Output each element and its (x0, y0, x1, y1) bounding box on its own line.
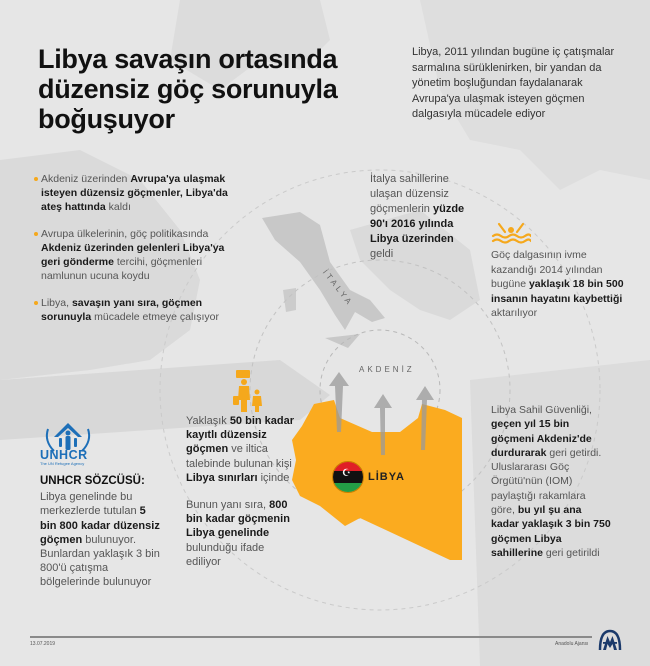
migrant-family-icon (230, 370, 270, 414)
mediterranean-map-label: AKDENİZ (359, 365, 415, 374)
bullet-item: Avrupa ülkelerinin, göç politikasında Akdeniz üzerinden gelenleri Libya'ya geri gönderme tercihi, göçmenleri namlunun ucuna koydu (34, 227, 229, 283)
libya-flag-icon: ☪ (332, 461, 364, 493)
registered-migrants-text: Yaklaşık 50 bin kadar kayıtlı düzensiz göçmen ve iltica talebinde bulunan kişi Libya sınırları içinde Bunun yanı sıra, 800 bin kadar göçmenin Libya genelinde bulunduğu ifade ediliyor (186, 415, 295, 568)
footer-agency: Anadolu Ajansı (555, 641, 589, 647)
unhcr-tagline: The UN Refugee Agency (40, 461, 85, 466)
italy-map-label: İTALYA (320, 268, 355, 309)
unhcr-heading: UNHCR SÖZCÜSÜ: (40, 475, 145, 487)
coast-guard-text: Libya Sahil Güvenliği, geçen yıl 15 bin göçmeni Akdeniz'de durdurarak geri getirdi. Uluslararası Göç Örgütü'nün (IOM) paylaştığı rakamlara göre, bu yıl şu ana kadar yaklaşık 3 bin 750 göçmen Libya sahillerine geri getirildi (491, 404, 611, 559)
bullet-item: Libya, savaşın yanı sıra, göçmen sorunuyla mücadele etmeye çalışıyor (34, 296, 229, 324)
deaths-text: Göç dalgasının ivme kazandığı 2014 yılından bugüne yaklaşık 18 bin 500 insanın hayatını kaybettiği aktarılıyor (491, 249, 624, 319)
unhcr-wordmark: UNHCR (40, 448, 88, 462)
page-title: Libya savaşın ortasında düzensiz göç sorunuyla boğuşuyor (38, 44, 338, 134)
italy-arrivals-text: İtalya sahillerine ulaşan düzensiz göçmenlerin yüzde 90'ı 2016 yılında Libya üzerinden geldi (370, 173, 465, 260)
libya-map-label: LİBYA (368, 471, 405, 483)
footer-date: 13.07.2019 (30, 641, 56, 647)
anadolu-agency-logo-icon (598, 628, 622, 652)
drowning-person-icon (491, 222, 531, 246)
bullet-list (34, 172, 229, 337)
unhcr-statement: UNHCR SÖZCÜSÜ: Libya genelinde bu merkezlerde tutulan 5 bin 800 kadar düzensiz göçmen bulunuyor. Bunlardan yaklaşık 3 bin 800'ü çatışma bölgelerinde bulunuyor (40, 475, 160, 589)
intro-text: Libya, 2011 yılından bugüne iç çatışmalar sarmalına sürüklenirken, bir yandan da yönetim boşluğundan faydalanarak Avrupa'ya ulaşmak isteyen göçmen dalgasıyla mücadele ediyor (412, 46, 615, 120)
bullet-item: Akdeniz üzerinden Avrupa'ya ulaşmak isteyen düzensiz göçmenler, Libya'da ateş hattında kaldı (34, 172, 229, 214)
footer-divider (30, 636, 592, 638)
